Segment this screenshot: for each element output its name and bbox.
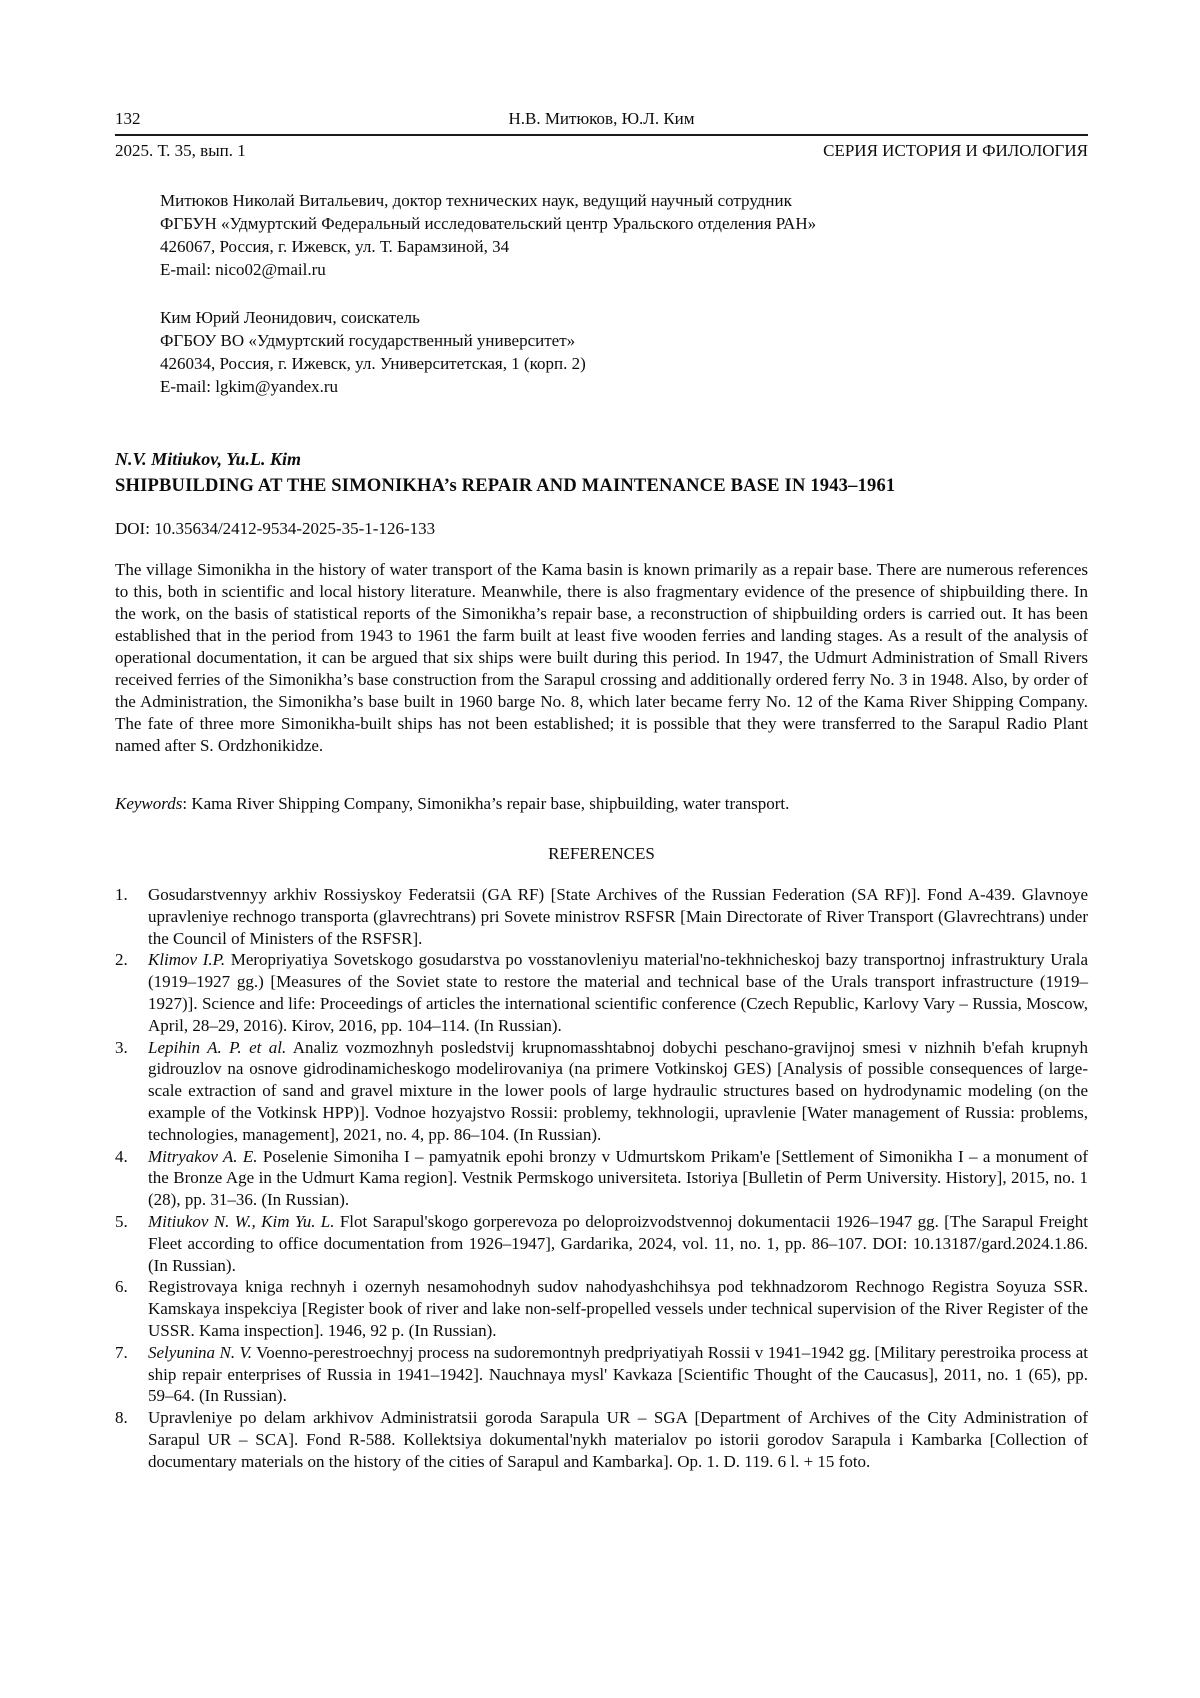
reference-number: 6. [115,1277,128,1297]
reference-text: Registrovaya kniga rechnyh i ozernyh nesamohodnyh sudov nahodyashchihsya pod tekhnadzorom Rechnogo Registra Soyuza SSR. Kamskaya inspekciya [Register book of river and lake non-self-propelled vessels under technical supervision of the River Register of the USSR. Kama inspection]. 1946, 92 p. (In Russian). [148,1277,1088,1340]
reference-item [115,1407,1088,1472]
reference-text: Klimov I.P. Meropriyatiya Sovetskogo gosudarstva po vosstanovleniyu material'no-tekhnicheskoj bazy transportnoj infrastruktury Urala (1919–1927 gg.) [Measures of the Soviet state to restore the material and technical base of the Urals transport infrastructure (1919–1927)]. Science and life: Proceedings of articles the international scientific conference (Czech Republic, Karlovy Vary – Russia, Moscow, April, 28–29, 2016). Kirov, 2016, pp. 104–114. (In Russian). [148,950,1088,1035]
reference-item [115,884,1088,949]
author-name-line: Митюков Николай Витальевич, доктор технических наук, ведущий научный сотрудник [160,191,792,210]
reference-author: Selyunina N. V. [148,1342,253,1362]
references-heading: REFERENCES [548,844,655,863]
reference-author: Lepihin A. P. et al. [148,1037,287,1057]
author-info-kim [160,306,1088,398]
author-address-line: 426034, Россия, г. Ижевск, ул. Университетская, 1 (корп. 2) [160,354,586,373]
reference-text: Mitiukov N. W., Kim Yu. L. Flot Sarapul'skogo gorperevoza po deloproizvodstvennoj dokumentacii 1926–1947 gg. [The Sarapul Freight Fleet according to office documentation from 1926–1947], Gardarika, 2024, vol. 11, no. 1, pp. 86–107. DOI: 10.13187/gard.2024.1.86. (In Russian). [148,1211,1088,1275]
reference-author: Mitiukov N. W., Kim Yu. L. [148,1211,335,1231]
running-header [115,108,1088,136]
author-address-line: 426067, Россия, г. Ижевск, ул. Т. Барамзиной, 34 [160,237,510,256]
reference-number: 8. [115,1408,128,1428]
author-info-mitiukov [160,189,1088,281]
article-title: SHIPBUILDING AT THE SIMONIKHA’s REPAIR AND MAINTENANCE BASE IN 1943–1961 [115,476,896,496]
reference-number: 2. [115,950,128,970]
page-number: 132 [115,109,141,128]
reference-item [115,1211,1088,1276]
keywords-line [115,793,1088,815]
reference-text: Lepihin A. P. et al. Analiz vozmozhnyh posledstvij krupnomasshtabnoj dobychi peschano-gravijnoj smesi v nizhnih b'efah krupnyh gidrouzlov na osnove gidrodinamicheskogo modelirovaniya (na primere Votkinskoj GES) [Analysis of possible consequences of large-scale extraction of sand and gravel mixture in the lower pools of large hydraulic structures based on hydrodynamic modeling (on the example of the Votkinsk HPP)]. Vodnoe hozyajstvo Rossii: problemy, tekhnologii, upravlenie [Water management of Russia: problems, technologies, management], 2021, no. 4, pp. 86–104. (In Russian). [148,1037,1088,1144]
running-title: Н.В. Митюков, Ю.Л. Ким [508,109,695,128]
reference-text: Selyunina N. V. Voenno-perestroechnyj process na sudoremontnyh predpriyatiyah Rossii v 1941–1942 gg. [Military perestroika process at ship repair enterprises of Russia in 1941–1942]. Nauchnaya mysl' Kavkaza [Scientific Thought of the Caucasus], 2011, no. 1 (65), pp. 59–64. (In Russian). [148,1342,1088,1406]
author-affiliation-line: ФГБУН «Удмуртский Федеральный исследовательский центр Уральского отделения РАН» [160,214,817,233]
reference-item [115,1146,1088,1211]
abstract-text: The village Simonikha in the history of water transport of the Kama basin is known primarily as a repair base. There are numerous references to this, both in scientific and local history literature. Meanwhile, there is also fragmentary evidence of the presence of shipbuilding there. In the work, on the basis of statistical reports of the Simonikha’s repair base, a reconstruction of shipbuilding orders is carried out. It has been established that in the period from 1943 to 1961 the farm built at least five wooden ferries and landing stages. As a result of the analysis of operational documentation, it can be argued that six ships were built during this period. In 1947, the Udmurt Administration of Small Rivers received ferries of the Simonikha’s base construction from the Sarapul crossing and additionally ordered ferry No. 3 in 1948. Also, by order of the Administration, the Simonikha’s base built in 1960 barge No. 8, which later became ferry No. 12 of the Kama River Shipping Company. The fate of three more Simonikha-built ships has not been established; it is possible that they were transferred to the Sarapul Radio Plant named after S. Ordzhonikidze. [115,560,1088,755]
authors-en: N.V. Mitiukov, Yu.L. Kim [115,449,302,469]
doi-line: DOI: 10.35634/2412-9534-2025-35-1-126-133 [115,519,436,538]
reference-author: Mitryakov A. E. [148,1146,258,1166]
reference-text: Upravleniye po delam arkhivov Administratsii goroda Sarapula UR – SGA [Department of Archives of the City Administration of Sarapul UR – SCA]. Fond R-588. Kollektsiya dokumental'nykh materialov po istorii gorodov Sarapula i Kambarka [Collection of documentary materials on the history of the cities of Sarapul and Kambarka]. Op. 1. D. 119. 6 l. + 15 foto. [148,1408,1088,1471]
reference-number: 4. [115,1146,128,1166]
journal-info-row [115,140,1088,161]
title-block [115,446,1088,500]
reference-number: 5. [115,1211,128,1231]
reference-text: Mitryakov A. E. Poselenie Simoniha I – pamyatnik epohi bronzy v Udmurtskom Prikam'e [Settlement of Simonikha I – a monument of the Bronze Age in the Udmurt Kama region]. Vestnik Permskogo universiteta. Istoriya [Bulletin of Perm University. History], 2015, no. 1 (28), pp. 31–36. (In Russian). [148,1146,1088,1210]
reference-item [115,949,1088,1036]
author-email-line: E-mail: nico02@mail.ru [160,260,326,279]
reference-number: 1. [115,885,128,904]
author-affiliation-line: ФГБОУ ВО «Удмуртский государственный университет» [160,331,576,350]
author-email-line: E-mail: lgkim@yandex.ru [160,377,339,396]
reference-number: 7. [115,1342,128,1362]
keywords-label: Keywords [115,794,183,813]
keywords-text: : Kama River Shipping Company, Simonikha’s repair base, shipbuilding, water transport. [182,794,790,813]
page-content [115,108,1088,1473]
volume-issue: 2025. Т. 35, вып. 1 [115,141,246,160]
reference-text: Gosudarstvennyy arkhiv Rossiyskoy Federatsii (GA RF) [State Archives of the Russian Federation (SA RF)]. Fond A-439. Glavnoye upravleniye rechnogo transporta (glavrechtrans) pri Sovete ministrov RSFSR [Main Directorate of River Transport (Glavrechtrans) under the Council of Ministers of the RSFSR]. [148,885,1088,948]
reference-item [115,1342,1088,1407]
author-name-line: Ким Юрий Леонидович, соискатель [160,308,420,327]
reference-author: Klimov I.P. [148,950,226,970]
series-title: СЕРИЯ ИСТОРИЯ И ФИЛОЛОГИЯ [823,141,1088,160]
reference-item [115,1037,1088,1146]
reference-item [115,1276,1088,1341]
references-list [115,884,1088,1473]
reference-number: 3. [115,1037,128,1057]
